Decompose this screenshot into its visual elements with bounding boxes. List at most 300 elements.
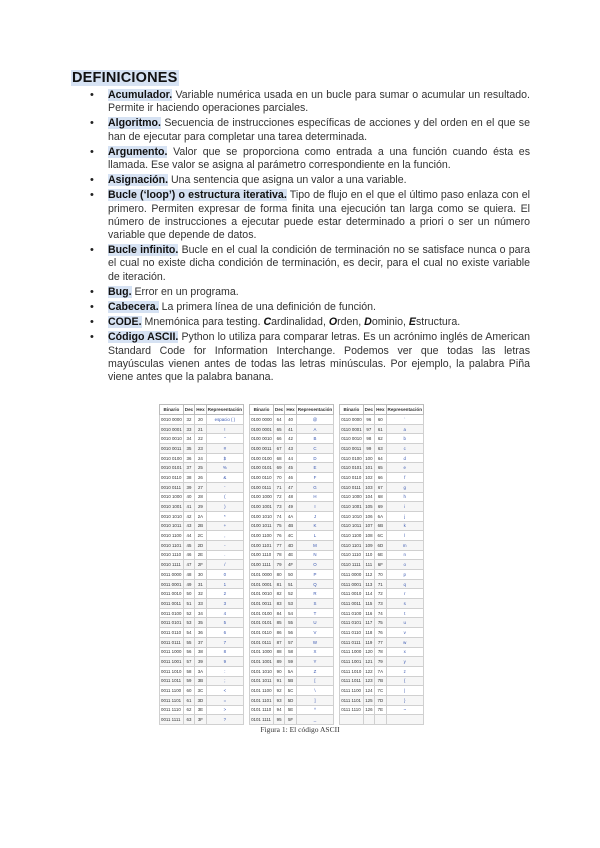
definition-text: Secuencia de instrucciones específicas de acciones y del orden en el que se han de ejecutar para completar una tarea determinada.	[108, 117, 530, 143]
ascii-cell: 0100 0110	[250, 473, 274, 483]
ascii-cell: 0101 1111	[250, 715, 274, 725]
ascii-cell: 4D	[285, 540, 296, 550]
section-heading: DEFINICIONES	[72, 70, 178, 86]
ascii-cell: 3F	[195, 715, 206, 725]
ascii-cell: 0011 1101	[160, 695, 184, 705]
ascii-column-header: Hex	[375, 405, 386, 415]
ascii-cell: 2D	[195, 540, 206, 550]
definition-text: Bucle en el cual la condición de terminación no se satisface nunca o para el cual no existe dicha condición de terminación, es decir, para el cual no existe variable de iteración.	[108, 244, 530, 283]
ascii-cell: 55	[285, 618, 296, 628]
ascii-cell: "	[206, 434, 243, 444]
ascii-cell: 29	[195, 502, 206, 512]
ascii-cell: 73	[375, 599, 386, 609]
ascii-cell: 0010 0101	[160, 463, 184, 473]
ascii-cell: 44	[183, 531, 194, 541]
ascii-cell: D	[296, 453, 333, 463]
ascii-cell: 120	[363, 647, 374, 657]
ascii-cell: 0100 0001	[250, 424, 274, 434]
ascii-cell: 0100 1100	[250, 531, 274, 541]
ascii-cell: 51	[183, 599, 194, 609]
ascii-cell: 62	[375, 434, 386, 444]
ascii-cell: 0	[206, 570, 243, 580]
ascii-cell: 65	[375, 463, 386, 473]
ascii-cell: 7E	[375, 705, 386, 715]
ascii-cell: 54	[183, 628, 194, 638]
ascii-cell: 0010 0100	[160, 453, 184, 463]
ascii-cell: 6C	[375, 531, 386, 541]
ascii-cell: 79	[375, 657, 386, 667]
ascii-cell: G	[296, 482, 333, 492]
ascii-cell: 39	[183, 482, 194, 492]
ascii-cell: 0101 1110	[250, 705, 274, 715]
ascii-cell: 0111 0001	[340, 579, 363, 589]
ascii-cell: 0110 1011	[340, 521, 363, 531]
ascii-cell: P	[296, 570, 333, 580]
ascii-cell: W	[296, 637, 333, 647]
ascii-cell: 6A	[375, 511, 386, 521]
ascii-cell: 49	[183, 579, 194, 589]
ascii-column-header: Dec	[273, 405, 284, 415]
ascii-cell: 0011 0111	[160, 637, 184, 647]
ascii-cell: 2B	[195, 521, 206, 531]
ascii-cell: 74	[273, 511, 284, 521]
ascii-cell: 94	[273, 705, 284, 715]
ascii-cell: 42	[285, 434, 296, 444]
ascii-cell: H	[296, 492, 333, 502]
ascii-cell: 33	[195, 599, 206, 609]
ascii-cell: 0011 0000	[160, 570, 184, 580]
ascii-cell: A	[296, 424, 333, 434]
ascii-cell: 0011 0100	[160, 608, 184, 618]
ascii-cell: 3C	[195, 686, 206, 696]
ascii-cell: 5A	[285, 666, 296, 676]
ascii-cell: >	[206, 705, 243, 715]
ascii-cell: 121	[363, 657, 374, 667]
ascii-cell: U	[296, 618, 333, 628]
ascii-cell: 104	[363, 492, 374, 502]
definition-item	[90, 89, 530, 115]
ascii-row	[160, 453, 424, 463]
ascii-row	[160, 444, 424, 454]
ascii-cell: `	[386, 415, 423, 425]
ascii-cell: 0101 0011	[250, 599, 274, 609]
definition-term: Cabecera.	[108, 301, 159, 314]
ascii-row	[160, 599, 424, 609]
ascii-cell: 0111 0011	[340, 599, 363, 609]
ascii-cell: 108	[363, 531, 374, 541]
ascii-cell: 70	[273, 473, 284, 483]
definition-item	[90, 189, 530, 242]
ascii-cell: 41	[183, 502, 194, 512]
ascii-cell: m	[386, 540, 423, 550]
ascii-cell: 38	[183, 473, 194, 483]
ascii-cell: 64	[375, 453, 386, 463]
ascii-cell: 0101 1101	[250, 695, 274, 705]
ascii-cell: R	[296, 589, 333, 599]
ascii-cell: 0110 0001	[340, 424, 363, 434]
acronym-letter: O	[328, 316, 338, 329]
ascii-cell: 36	[183, 453, 194, 463]
ascii-cell: 23	[195, 444, 206, 454]
ascii-cell: 40	[285, 415, 296, 425]
ascii-cell: F	[296, 473, 333, 483]
definition-term: Acumulador.	[108, 89, 173, 101]
ascii-cell: 74	[375, 608, 386, 618]
definition-text: structura.	[416, 316, 461, 329]
ascii-cell: 70	[375, 570, 386, 580]
ascii-row	[160, 434, 424, 444]
ascii-row	[160, 628, 424, 638]
ascii-cell: 56	[285, 628, 296, 638]
ascii-cell: 21	[195, 424, 206, 434]
ascii-cell: 71	[375, 579, 386, 589]
ascii-cell: 50	[183, 589, 194, 599]
ascii-cell: j	[386, 511, 423, 521]
ascii-cell: 6D	[375, 540, 386, 550]
ascii-cell: 82	[273, 589, 284, 599]
ascii-cell: 5E	[285, 705, 296, 715]
ascii-cell: ?	[206, 715, 243, 725]
ascii-cell: 7C	[375, 686, 386, 696]
ascii-cell: 0101 1100	[250, 686, 274, 696]
ascii-cell: 69	[375, 502, 386, 512]
ascii-cell: 0101 1010	[250, 666, 274, 676]
ascii-cell: 0010 1010	[160, 511, 184, 521]
ascii-cell: 125	[363, 695, 374, 705]
ascii-row	[160, 589, 424, 599]
ascii-cell: 93	[273, 695, 284, 705]
ascii-cell: 4B	[285, 521, 296, 531]
ascii-cell: 0111 1000	[340, 647, 363, 657]
ascii-cell: 6E	[375, 550, 386, 560]
figure-caption: Figura 1: El código ASCII	[260, 725, 340, 734]
ascii-cell: 20	[195, 415, 206, 425]
ascii-cell: 0010 1110	[160, 550, 184, 560]
ascii-cell: 0011 0011	[160, 599, 184, 609]
ascii-cell: B	[296, 434, 333, 444]
ascii-cell: 77	[273, 540, 284, 550]
ascii-cell: 118	[363, 628, 374, 638]
ascii-row	[160, 550, 424, 560]
definition-text: Una sentencia que asigna un valor a una variable.	[168, 174, 407, 187]
ascii-cell: 0100 0101	[250, 463, 274, 473]
ascii-cell: k	[386, 521, 423, 531]
ascii-cell: 0100 1111	[250, 560, 274, 570]
ascii-cell: |	[386, 686, 423, 696]
ascii-cell: 2F	[195, 560, 206, 570]
ascii-cell: 91	[273, 676, 284, 686]
ascii-cell: 109	[363, 540, 374, 550]
ascii-cell: 0111 0010	[340, 589, 363, 599]
ascii-row	[160, 608, 424, 618]
ascii-cell: 0100 1101	[250, 540, 274, 550]
ascii-cell: -	[206, 540, 243, 550]
ascii-cell: +	[206, 521, 243, 531]
definition-term: Bug.	[108, 285, 132, 298]
ascii-cell: 0101 0110	[250, 628, 274, 638]
ascii-cell: <	[206, 686, 243, 696]
ascii-row	[160, 657, 424, 667]
ascii-cell: 3A	[195, 666, 206, 676]
ascii-cell: 0011 1010	[160, 666, 184, 676]
ascii-cell: u	[386, 618, 423, 628]
ascii-cell: 3D	[195, 695, 206, 705]
definition-text: La primera línea de una definición de función.	[158, 301, 376, 314]
ascii-cell: 90	[273, 666, 284, 676]
ascii-cell: 3E	[195, 705, 206, 715]
ascii-row	[160, 473, 424, 483]
ascii-cell: 65	[273, 424, 284, 434]
ascii-cell: 78	[273, 550, 284, 560]
ascii-cell: O	[296, 560, 333, 570]
definition-text: Tipo de flujo en el que el último paso enlaza con el primero. Permiten expresar de forma finita una ejecución tan larga como se quiera. El número de instrucciones a ejecutar puede estar determinado a priori o ser un número variable que depende de datos.	[108, 189, 530, 242]
definition-term: CODE.	[108, 316, 142, 329]
ascii-cell: .	[206, 550, 243, 560]
ascii-table	[159, 404, 424, 725]
ascii-cell: v	[386, 628, 423, 638]
ascii-cell: 95	[273, 715, 284, 725]
ascii-row	[160, 666, 424, 676]
ascii-cell: ]	[296, 695, 333, 705]
ascii-cell: !	[206, 424, 243, 434]
ascii-cell: s	[386, 599, 423, 609]
definition-term: Código ASCII.	[108, 331, 179, 344]
ascii-cell: 37	[195, 637, 206, 647]
ascii-cell: 0011 1000	[160, 647, 184, 657]
ascii-cell	[386, 715, 423, 725]
definition-text: Variable numérica usada en un bucle para sumar o acumular un resultado. Permite ir haciendo operaciones parciales.	[108, 89, 530, 115]
ascii-cell: *	[206, 511, 243, 521]
ascii-cell: I	[296, 502, 333, 512]
ascii-cell: 0011 1001	[160, 657, 184, 667]
ascii-cell: d	[386, 453, 423, 463]
ascii-cell: 57	[183, 657, 194, 667]
ascii-cell	[340, 715, 363, 725]
ascii-cell: c	[386, 444, 423, 454]
ascii-cell: 81	[273, 579, 284, 589]
ascii-cell: 36	[195, 628, 206, 638]
ascii-cell: 111	[363, 560, 374, 570]
ascii-cell: 5B	[285, 676, 296, 686]
ascii-cell: 4C	[285, 531, 296, 541]
ascii-row	[160, 502, 424, 512]
ascii-cell: 43	[183, 521, 194, 531]
ascii-cell: 0111 1001	[340, 657, 363, 667]
ascii-cell: espacio ( )	[206, 415, 243, 425]
ascii-cell: 0100 0010	[250, 434, 274, 444]
ascii-cell: 42	[183, 511, 194, 521]
ascii-cell: 0100 0000	[250, 415, 274, 425]
definition-item	[90, 286, 530, 299]
ascii-cell: 32	[195, 589, 206, 599]
ascii-row	[160, 540, 424, 550]
ascii-cell: 0110 1000	[340, 492, 363, 502]
ascii-cell: e	[386, 463, 423, 473]
definition-text: Mnemónica para testing.	[141, 316, 264, 329]
ascii-cell: 4A	[285, 511, 296, 521]
ascii-cell: 0010 0010	[160, 434, 184, 444]
ascii-cell: 76	[273, 531, 284, 541]
ascii-cell: 22	[195, 434, 206, 444]
ascii-cell: 55	[183, 637, 194, 647]
ascii-cell: 102	[363, 473, 374, 483]
ascii-cell: 75	[375, 618, 386, 628]
ascii-cell: 126	[363, 705, 374, 715]
ascii-cell: 73	[273, 502, 284, 512]
ascii-cell: 0110 0100	[340, 453, 363, 463]
ascii-row	[160, 521, 424, 531]
definition-text: Error en un programa.	[131, 285, 239, 298]
ascii-cell: 39	[195, 657, 206, 667]
ascii-cell: 26	[195, 473, 206, 483]
ascii-cell: 0101 0100	[250, 608, 274, 618]
ascii-cell: 38	[195, 647, 206, 657]
ascii-cell: 89	[273, 657, 284, 667]
ascii-cell: 0110 1010	[340, 511, 363, 521]
ascii-cell: _	[296, 715, 333, 725]
ascii-cell: 83	[273, 599, 284, 609]
definition-term: Bucle (‘loop’) o estructura iterativa.	[108, 189, 287, 202]
ascii-cell: :	[206, 666, 243, 676]
ascii-cell: 41	[285, 424, 296, 434]
ascii-cell: }	[386, 695, 423, 705]
definition-term: Bucle infinito.	[108, 244, 179, 257]
ascii-cell: 0010 1011	[160, 521, 184, 531]
ascii-cell: 59	[183, 676, 194, 686]
ascii-cell: 4	[206, 608, 243, 618]
ascii-cell: 27	[195, 482, 206, 492]
ascii-cell: 7A	[375, 666, 386, 676]
ascii-cell: 0010 1101	[160, 540, 184, 550]
ascii-cell: 2A	[195, 511, 206, 521]
ascii-cell: 35	[195, 618, 206, 628]
ascii-cell: 122	[363, 666, 374, 676]
ascii-cell: 72	[273, 492, 284, 502]
ascii-cell: 4E	[285, 550, 296, 560]
ascii-cell: 0111 0100	[340, 608, 363, 618]
ascii-cell: 7B	[375, 676, 386, 686]
ascii-cell: 0100 1110	[250, 550, 274, 560]
ascii-cell: T	[296, 608, 333, 618]
ascii-cell: &	[206, 473, 243, 483]
ascii-cell: 7	[206, 637, 243, 647]
ascii-cell: 0011 1100	[160, 686, 184, 696]
ascii-cell: 0011 0010	[160, 589, 184, 599]
ascii-cell: 113	[363, 579, 374, 589]
definition-term: Algoritmo.	[108, 117, 161, 130]
ascii-cell: %	[206, 463, 243, 473]
ascii-cell: $	[206, 453, 243, 463]
ascii-cell: S	[296, 599, 333, 609]
ascii-cell: 0110 0101	[340, 463, 363, 473]
ascii-column-header: Binario	[250, 405, 274, 415]
ascii-cell: /	[206, 560, 243, 570]
ascii-cell: 60	[375, 415, 386, 425]
ascii-cell: 5	[206, 618, 243, 628]
ascii-cell: 30	[195, 570, 206, 580]
ascii-cell	[375, 715, 386, 725]
ascii-cell: 0111 1010	[340, 666, 363, 676]
ascii-cell: 68	[375, 492, 386, 502]
ascii-cell: 3B	[195, 676, 206, 686]
ascii-cell: 43	[285, 444, 296, 454]
ascii-cell: 6B	[375, 521, 386, 531]
acronym-letter: C	[263, 316, 272, 329]
ascii-column-header: Dec	[183, 405, 194, 415]
ascii-cell: 52	[285, 589, 296, 599]
ascii-cell: 0011 0101	[160, 618, 184, 628]
ascii-cell: 0101 0000	[250, 570, 274, 580]
ascii-cell: 0010 1001	[160, 502, 184, 512]
ascii-cell: 0111 1101	[340, 695, 363, 705]
ascii-cell: C	[296, 444, 333, 454]
ascii-cell: @	[296, 415, 333, 425]
ascii-row	[160, 705, 424, 715]
ascii-cell: 66	[375, 473, 386, 483]
ascii-cell: 50	[285, 570, 296, 580]
ascii-cell: 5F	[285, 715, 296, 725]
ascii-cell: 58	[285, 647, 296, 657]
ascii-cell: 0100 0111	[250, 482, 274, 492]
ascii-cell: 58	[183, 666, 194, 676]
ascii-cell: X	[296, 647, 333, 657]
ascii-cell: 61	[183, 695, 194, 705]
definitions-list	[90, 89, 530, 386]
ascii-column-header: Hex	[285, 405, 296, 415]
ascii-cell: 0011 0110	[160, 628, 184, 638]
acronym-letter: E	[408, 316, 416, 329]
ascii-column-header: Binario	[340, 405, 363, 415]
ascii-cell: 7D	[375, 695, 386, 705]
ascii-cell: '	[206, 482, 243, 492]
ascii-cell: )	[206, 502, 243, 512]
ascii-cell: 44	[285, 453, 296, 463]
ascii-cell: 0101 0101	[250, 618, 274, 628]
ascii-row	[160, 676, 424, 686]
ascii-cell: 61	[375, 424, 386, 434]
ascii-cell: 77	[375, 637, 386, 647]
definition-text: Python lo utiliza para comparar letras. Es un acrónimo inglés de American Standard Code for Information Interchange. Podemos ver que todas las letras mayúsculas vienen antes de todas las letras minúsculas. Por ejemplo, la palabra Piña viene antes que la palabra banana.	[108, 331, 531, 384]
ascii-cell: 45	[183, 540, 194, 550]
ascii-cell: 0100 1000	[250, 492, 274, 502]
ascii-cell: ,	[206, 531, 243, 541]
ascii-cell: K	[296, 521, 333, 531]
ascii-row	[160, 637, 424, 647]
ascii-cell: Q	[296, 579, 333, 589]
ascii-cell: 84	[273, 608, 284, 618]
ascii-cell: [	[296, 676, 333, 686]
ascii-cell: 6F	[375, 560, 386, 570]
ascii-cell: 53	[183, 618, 194, 628]
ascii-cell: ;	[206, 676, 243, 686]
ascii-figure	[159, 404, 444, 723]
ascii-cell: 35	[183, 444, 194, 454]
ascii-cell: 117	[363, 618, 374, 628]
ascii-cell: 32	[183, 415, 194, 425]
ascii-cell: 76	[375, 628, 386, 638]
ascii-cell: 62	[183, 705, 194, 715]
ascii-cell: 0011 0001	[160, 579, 184, 589]
ascii-cell: 66	[273, 434, 284, 444]
ascii-cell: l	[386, 531, 423, 541]
ascii-cell: 98	[363, 434, 374, 444]
ascii-cell: 71	[273, 482, 284, 492]
ascii-cell: 0010 0110	[160, 473, 184, 483]
ascii-cell: 5C	[285, 686, 296, 696]
ascii-cell: 0110 1101	[340, 540, 363, 550]
ascii-cell: 0010 1000	[160, 492, 184, 502]
ascii-cell: {	[386, 676, 423, 686]
